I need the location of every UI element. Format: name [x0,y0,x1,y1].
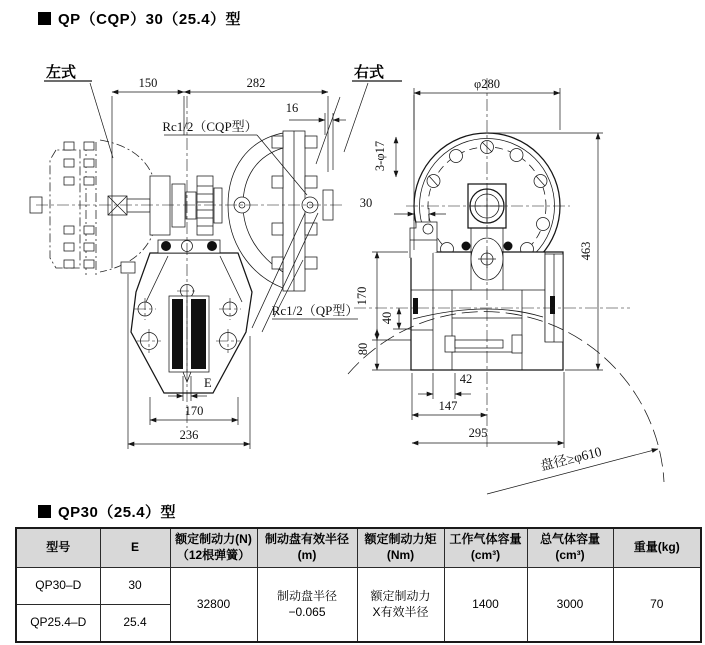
dim-phi280: φ280 [474,77,500,91]
table-title-text: QP30（25.4）型 [58,504,177,521]
dim-16: 16 [285,101,299,115]
col-header-total-volume: 总气体容量 (cm³) [527,528,613,568]
cell-weight: 70 [613,568,701,643]
left-view-brake-pads [169,296,209,382]
left-view-shaft-assembly [108,176,222,235]
col-header-force: 额定制动力(N) （12根弹簧） [170,528,257,568]
page-title-text: QP（CQP）30（25.4）型 [58,11,242,28]
dim-236: 236 [179,428,199,442]
dim-170-left: 170 [184,404,204,418]
col-header-radius: 制动盘有效半径 (m) [257,528,357,568]
col-header-weight: 重量(kg) [613,528,701,568]
label-rc-qp: Rc1/2（QP型） [271,303,359,318]
dim-40: 40 [380,311,394,325]
dim-147: 147 [438,399,458,413]
cell-total-volume: 3000 [527,568,613,643]
section-marker-icon [38,505,51,518]
spec-table [15,527,702,643]
left-view-label: 左式 [46,64,77,81]
dim-80: 80 [356,342,370,356]
dim-42: 42 [459,372,473,386]
table-header-row [16,528,701,568]
table-title [38,501,176,522]
col-header-model: 型号 [16,528,100,568]
col-header-work-volume: 工作气体容量 (cm³) [444,528,527,568]
col-header-e: E [100,528,170,568]
label-rc-cqp: Rc1/2（CQP型） [162,119,258,134]
dim-150: 150 [138,76,158,90]
dim-463: 463 [579,241,593,261]
dim-295: 295 [468,426,488,440]
col-header-torque: 额定制动力矩 (Nm) [357,528,444,568]
cell-e-qp254d: 25.4 [100,605,170,643]
cell-work-volume: 1400 [444,568,527,643]
cell-e-qp30d: 30 [100,568,170,605]
cell-model-qp30d: QP30–D [16,568,100,605]
dim-30: 30 [359,196,373,210]
cell-force: 32800 [170,568,257,643]
left-view [30,63,358,449]
dim-282: 282 [246,76,266,90]
dim-e: E [204,376,212,390]
cell-torque: 额定制动力 X有效半径 [357,568,444,643]
dim-170-right: 170 [355,286,369,306]
right-view [344,63,664,494]
cell-model-qp254d: QP25.4–D [16,605,100,643]
cell-radius: 制动盘半径 −0.065 [257,568,357,643]
table-row [16,568,701,605]
dim-3-phi17: 3-φ17 [373,140,387,172]
right-view-label: 右式 [354,64,385,81]
disc-diameter-note: 盘径≥φ610 [538,443,604,474]
